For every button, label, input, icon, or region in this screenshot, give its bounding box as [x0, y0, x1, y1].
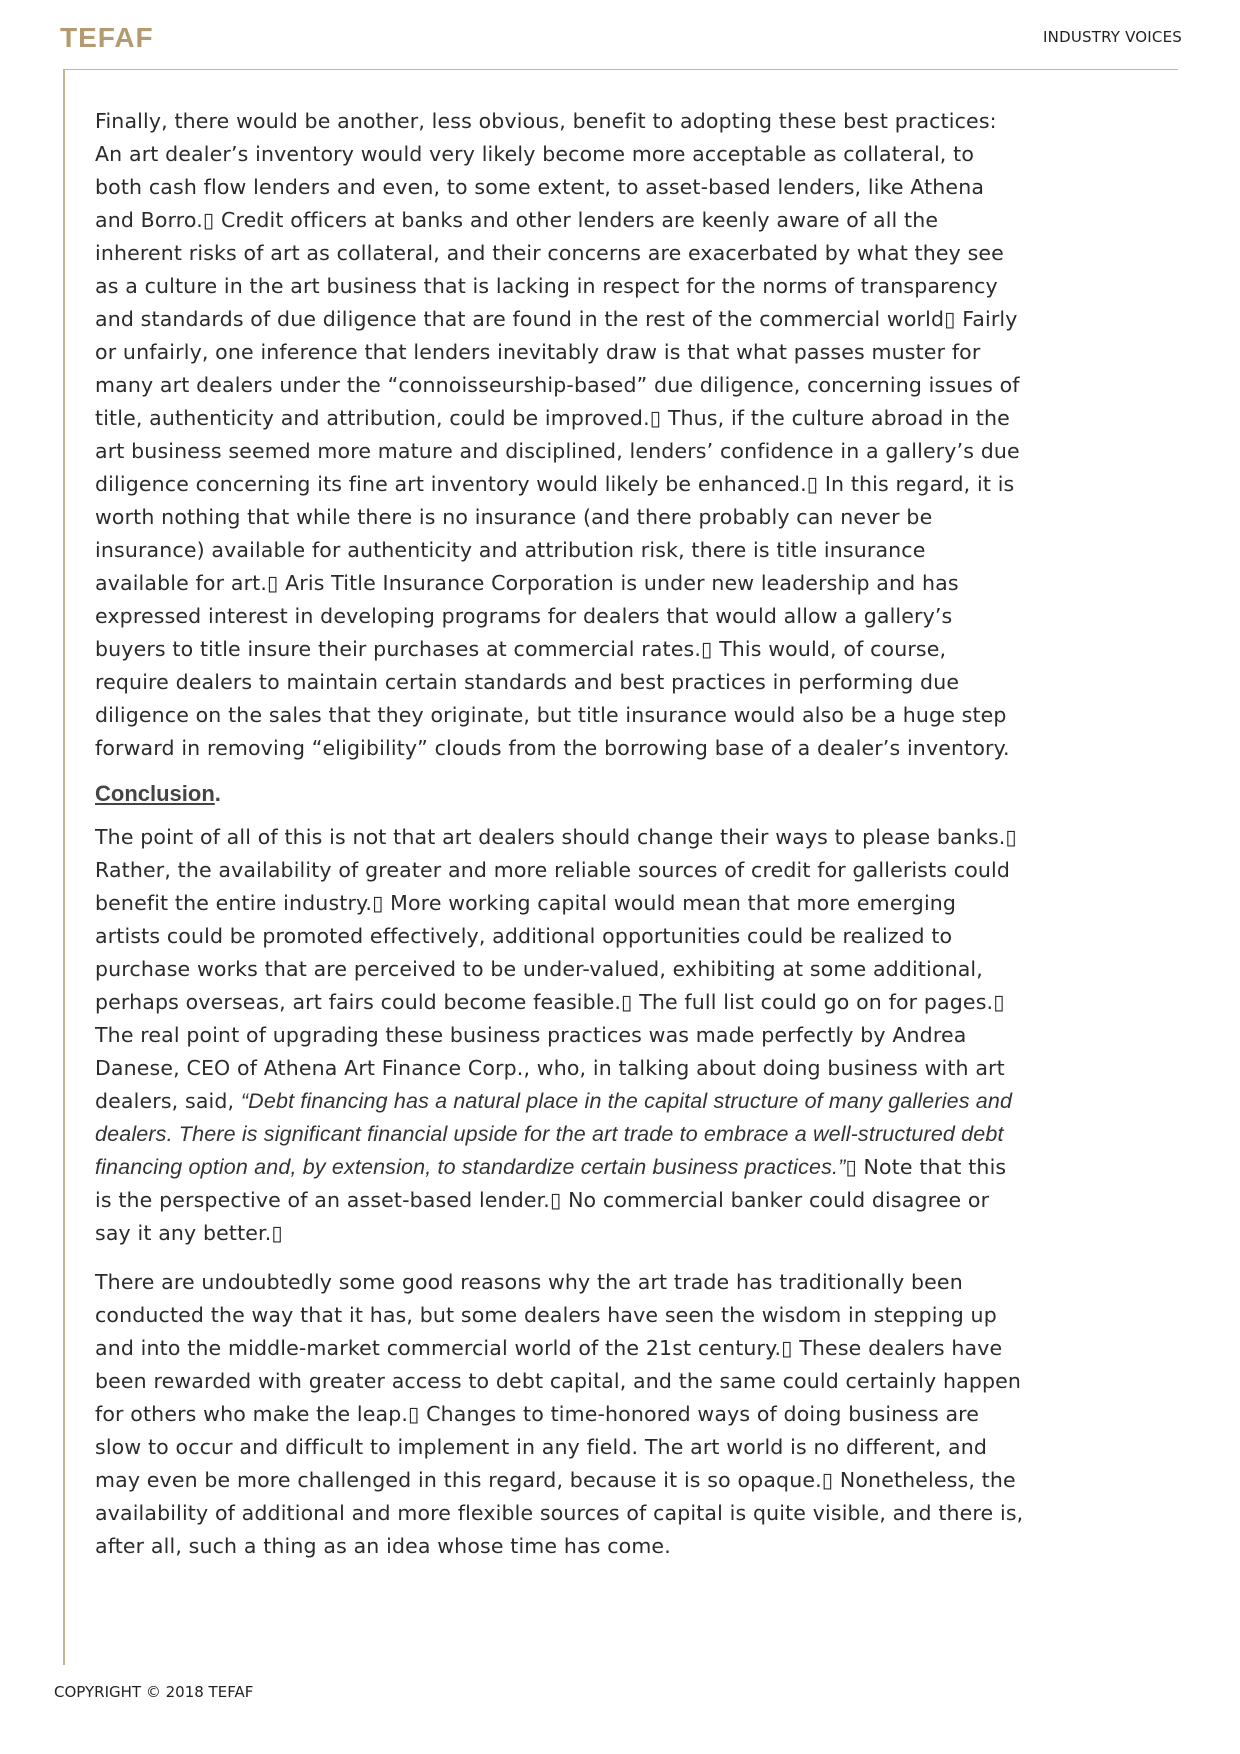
heading-text: Conclusion [95, 781, 215, 806]
paragraph-collateral: Finally, there would be another, less obvious, benefit to adopting these best practices: An art dealer’s inventory would very likely become more acceptable as collateral, to both cash flow lenders and even, to some extent, to asset-based lenders, like Athena and Borro.▯ Credit officers at banks and other lenders are keenly aware of all the inherent risks of art as collateral, and their concerns are exacerbated by what they see as a culture in the art business that is lacking in respect for the norms of transparency and standards of due diligence that are found in the rest of the commercial world▯ Fairly or unfairly, one inference that lenders inevitably draw is that what passes muster for many art dealers under the “connoisseurship-based” due diligence, concerning issues of title, authenticity and attribution, could be improved.▯ Thus, if the culture abroad in the art business seemed more mature and disciplined, lenders’ confidence in a gallery’s due diligence concerning its fine art inventory would likely be enhanced.▯ In this regard, it is worth nothing that while there is no insurance (and there probably can never be insurance) available for authenticity and attribution risk, there is title insurance available for art.▯ Aris Title Insurance Corporation is under new leadership and has expressed interest in developing programs for dealers that would allow a gallery’s buyers to title insure their purchases at commercial rates.▯ This would, of course, require dealers to maintain certain standards and best practices in performing due diligence on the sales that they originate, but title insurance would also be a huge step forward in removing “eligibility” clouds from the borrowing base of a dealer’s inventory. [95, 109, 1020, 760]
heading-period: . [214, 781, 221, 806]
paragraph-conclusion [95, 821, 1025, 1250]
paragraph-closing: There are undoubtedly some good reasons why the art trade has traditionally been conducted the way that it has, but some dealers have seen the wisdom in stepping up and into the middle-market commercial world of the 21st century.▯ These dealers have been rewarded with greater access to debt capital, and the same could certainly happen for others who make the leap.▯ Changes to time-honored ways of doing business are slow to occur and difficult to implement in any field. The art world is no different, and may even be more challenged in this regard, because it is so opaque.▯ Nonetheless, the availability of additional and more flexible sources of capital is quite visible, and there is, after all, such a thing as an idea whose time has come. [95, 1270, 1024, 1558]
article-body [95, 105, 1025, 1579]
section-heading-conclusion [95, 781, 1025, 807]
conclusion-lead-text: The point of all of this is not that art dealers should change their ways to please banks.▯ Rather, the availability of greater and more reliable sources of credit for gallerists could benefit the entire industry.▯ More working capital would mean that more emerging artists could be promoted effectively, additional opportunities could be realized to purchase works that are perceived to be under-valued, exhibiting at some additional, perhaps overseas, art fairs could become feasible.▯ The full list could go on for pages.▯ The real point of upgrading these business practices was made perfectly by Andrea Danese, CEO of Athena Art Finance Corp., who, in talking about doing business with art dealers, said, [95, 825, 1017, 1113]
copyright-footer: COPYRIGHT © 2018 TEFAF [54, 1683, 254, 1701]
conclusion-tail-text: ▯ Note that this is the perspective of an asset-based lender.▯ No commercial banker could disagree or say it any better.▯ [95, 1155, 1007, 1245]
header-divider [63, 69, 1178, 70]
section-label: INDUSTRY VOICES [1043, 28, 1182, 46]
left-margin-rule [63, 69, 65, 1665]
tefaf-logo: TEFAF [60, 22, 154, 53]
danese-quote: “Debt financing has a natural place in the capital structure of many galleries and dealers. There is significant financial upside for the art trade to embrace a well-structured debt financing option and, by extension, to standardize certain business practices.” [95, 1089, 1013, 1179]
